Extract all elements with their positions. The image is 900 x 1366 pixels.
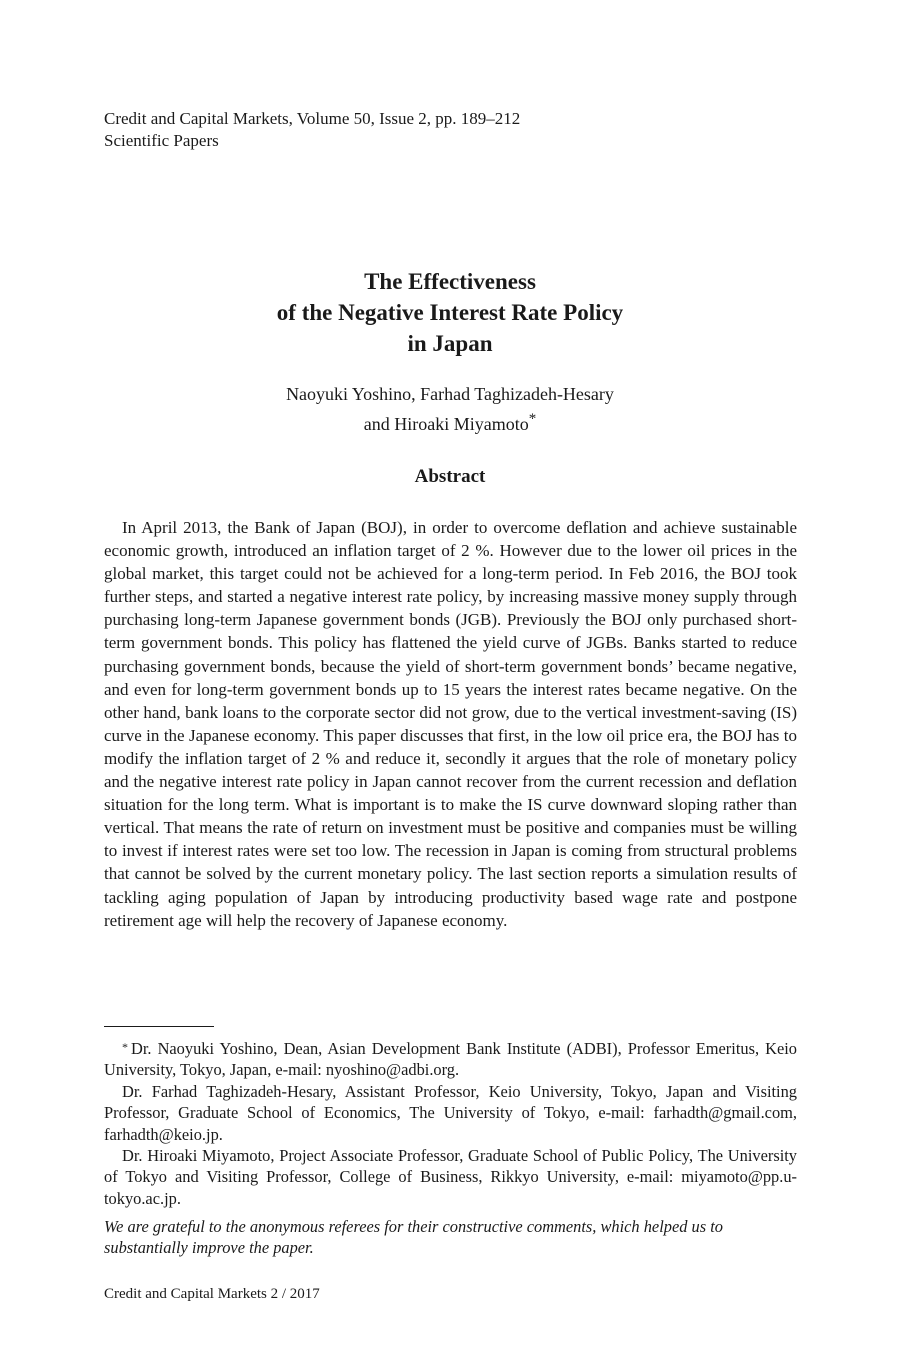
author-footnote-marker: * <box>528 411 537 427</box>
abstract-text: In April 2013, the Bank of Japan (BOJ), in order to overcome deflation and achieve sustainable economic growth, introduced an inflation target of 2 %. However due to the lower oil prices in the global market, this target could not be achieved for a long-term period. In Feb 2016, the BOJ took further steps, and started a negative interest rate policy, by increasing massive money supply through purchasing long-term Japanese government bonds (JGB). Previously the BOJ only purchased short-term government bonds. This policy has flattened the yield curve of JGBs. Banks started to reduce purchasing government bonds, because the yield of short-term government bonds’ became negative, and even for long-term government bonds up to 15 years the interest rates became negative. On the other hand, bank loans to the corporate sector did not grow, due to the vertical investment-saving (IS) curve in the Japanese economy. This paper discusses that first, in the low oil price era, the BOJ has to modify the inflation target of 2 % and reduce it, secondly it argues that the role of monetary policy and the negative interest rate policy in Japan cannot recover from the current recession and deflation situation for the long term. What is important is to make the IS curve downward sloping rather than vertical. That means the rate of return on investment must be positive and companies must be willing to invest if interest rates were set too low. The recession in Japan is coming from structural problems that cannot be solved by the current monetary policy. The last section reports a simulation results of tackling aging population of Japan by introducing productivity based wage rate and postpone retirement age will help the recovery of Japanese economy. <box>104 518 797 930</box>
footnote-marker: * <box>122 1040 128 1054</box>
title-line-3: in Japan <box>407 331 493 356</box>
journal-header <box>104 108 520 152</box>
page-footer: Credit and Capital Markets 2 / 2017 <box>104 1286 320 1302</box>
title-line-2: of the Negative Interest Rate Policy <box>276 300 624 325</box>
title-line-1: The Effectiveness <box>364 269 536 294</box>
section-label: Scientific Papers <box>104 131 219 150</box>
abstract-heading: Abstract <box>414 466 486 487</box>
footnote-taghizadeh-hesary: Dr. Farhad Taghizadeh-Hesary, Assistant Professor, Keio University, Tokyo, Japan and Visiting Professor, Graduate School of Economics, The University of Tokyo, e-mail: farhadth@gmail.com, farhadth@keio.jp. <box>104 1081 797 1144</box>
footnote-yoshino <box>104 1037 797 1081</box>
footnotes <box>104 1037 797 1209</box>
authors-line-1: Naoyuki Yoshino, Farhad Taghizadeh-Hesary <box>286 384 614 404</box>
footnote-yoshino-text: Dr. Naoyuki Yoshino, Dean, Asian Development Bank Institute (ADBI), Professor Emeritus, Keio University, Tokyo, Japan, e-mail: nyoshino@adbi.org. <box>104 1039 797 1080</box>
author-list <box>0 382 900 437</box>
authors-line-2-text: and Hiroaki Miyamoto <box>363 414 529 434</box>
footnote-divider <box>104 1026 214 1027</box>
footnote-miyamoto: Dr. Hiroaki Miyamoto, Project Associate Professor, Graduate School of Public Policy, The University of Tokyo and Visiting Professor, College of Business, Rikkyo University, e-mail: miyamoto@pp.u-tokyo.ac.jp. <box>104 1146 797 1208</box>
paper-title <box>0 266 900 359</box>
authors-line-2 <box>0 407 900 437</box>
acknowledgement: We are grateful to the anonymous referees for their constructive comments, which helped us to substantially improve the paper. <box>104 1217 723 1258</box>
journal-citation: Credit and Capital Markets, Volume 50, Issue 2, pp. 189–212 <box>104 109 521 128</box>
